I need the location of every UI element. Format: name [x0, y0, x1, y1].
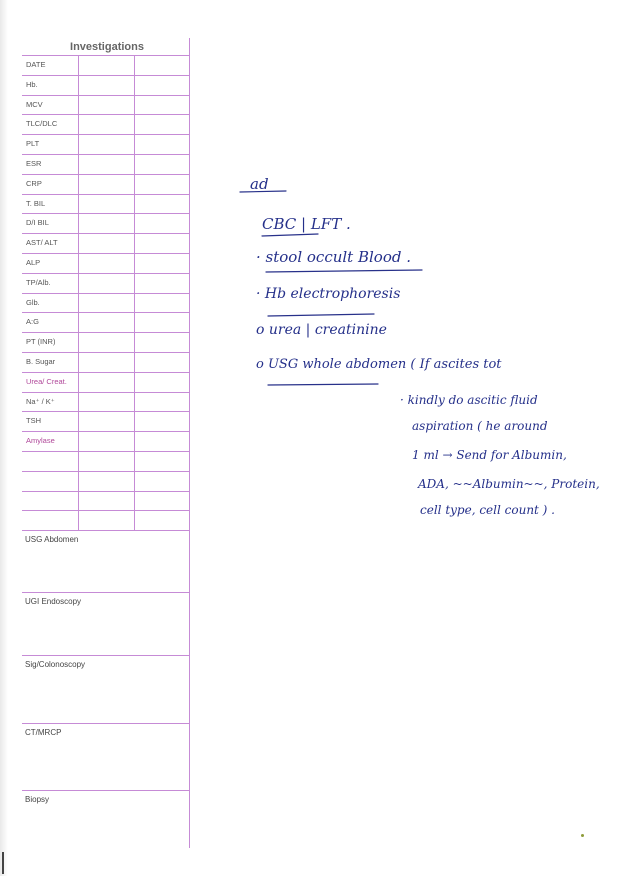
note-line-2-underline: [266, 270, 422, 272]
note-line-2: · stool occult Blood .: [256, 248, 411, 266]
note-line-7: aspiration ( he around: [412, 419, 548, 433]
note-line-4: o urea | creatinine: [256, 322, 387, 338]
investigation-row-label: PT (INR): [26, 337, 56, 347]
investigation-row-label: Urea/ Creat.: [26, 376, 67, 386]
note-line-10: cell type, cell count ) .: [420, 503, 555, 517]
note-line-4-overline: [268, 314, 374, 316]
investigation-row-label: CRP: [26, 178, 42, 188]
note-line-6: · kindly do ascitic fluid: [400, 393, 538, 407]
note-line-5: o USG whole abdomen ( If ascites tot: [256, 357, 502, 372]
investigation-row-label: Amylase: [26, 436, 55, 446]
investigation-row-label: ALP: [26, 258, 41, 267]
investigation-row-label: PLT: [26, 139, 40, 149]
note-line-1: CBC | LFT .: [262, 215, 351, 233]
section-label: USG Abdomen: [25, 535, 79, 545]
form-title: Investigations: [70, 41, 144, 53]
investigation-row-label: MCV: [26, 99, 43, 109]
note-line-1-underline: [262, 234, 318, 236]
notes-heading: ad: [250, 175, 269, 193]
investigation-row-label: ESR: [26, 159, 42, 168]
investigation-row-label: AST/ ALT: [26, 238, 58, 248]
note-line-9: ADA, ~~Albumin~~, Protein,: [418, 477, 600, 491]
note-line-3: · Hb electrophoresis: [256, 286, 401, 302]
investigation-row-label: Hb.: [26, 79, 38, 89]
investigation-row-label: D/I BIL: [26, 218, 49, 228]
investigation-row-label: TP/Alb.: [26, 277, 51, 287]
investigation-row-label: A:G: [26, 317, 39, 327]
section-label: Biopsy: [25, 795, 50, 804]
heading-underline: [240, 191, 286, 192]
investigation-row-label: Na⁺ / K⁺: [26, 396, 55, 406]
section-label: UGI Endoscopy: [25, 597, 82, 606]
note-line-5-underline: [268, 384, 378, 385]
investigation-row-label: B. Sugar: [26, 357, 56, 366]
section-label: Sig/Colonoscopy: [25, 660, 86, 669]
note-line-8: 1 ml → Send for Albumin,: [412, 448, 567, 462]
investigation-row-label: DATE: [26, 60, 46, 69]
investigation-row-label: TLC/DLC: [26, 119, 58, 129]
investigation-row-label: Glb.: [26, 297, 40, 307]
investigation-row-label: TSH: [26, 416, 41, 426]
stray-ink-dot: [581, 834, 584, 837]
investigation-row-label: T. BIL: [26, 198, 46, 208]
section-label: CT/MRCP: [25, 728, 62, 737]
